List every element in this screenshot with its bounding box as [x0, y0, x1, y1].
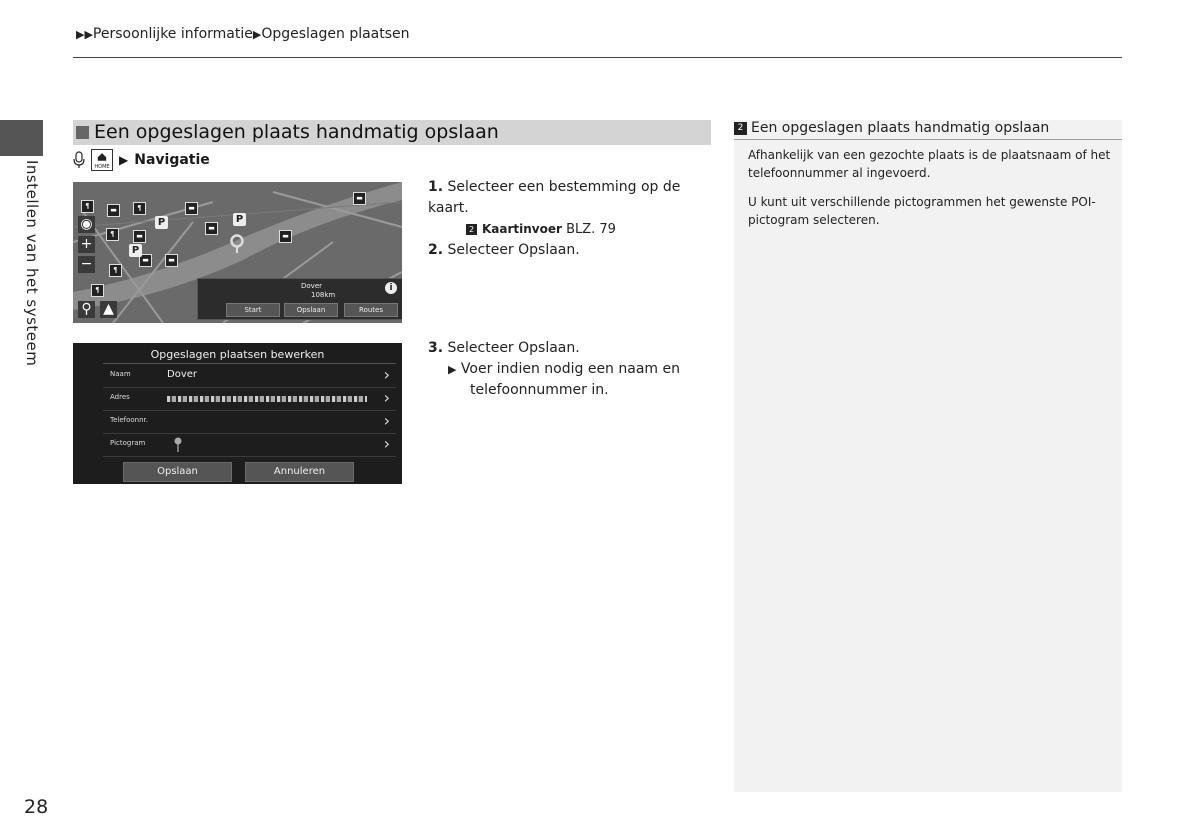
- step-2: [428, 240, 718, 261]
- step-1: [428, 177, 718, 219]
- zoom-out-button[interactable]: −: [78, 256, 95, 273]
- step-text: Selecteer een bestemming op de kaart.: [428, 179, 681, 216]
- restaurant-icon: ¶: [109, 264, 122, 277]
- step-text-end: .: [575, 242, 580, 258]
- steps-group-1: [428, 177, 718, 261]
- steps-group-2: [428, 338, 718, 401]
- row-label: Adres: [110, 393, 130, 401]
- row-label: Pictogram: [110, 439, 146, 447]
- shop-icon: ▬: [139, 254, 152, 267]
- edit-saved-place-dialog: [73, 343, 402, 484]
- sub-text-line1: Voer indien nodig een naam en: [460, 361, 680, 377]
- compass-icon[interactable]: ◉: [78, 216, 95, 233]
- icon-row[interactable]: [103, 434, 396, 457]
- chevron-right-icon: ›: [383, 365, 390, 384]
- info-button[interactable]: i: [385, 282, 397, 294]
- map-screenshot: [73, 182, 402, 323]
- section-title: Een opgeslagen plaats handmatig opslaan: [94, 121, 499, 143]
- step-3: [428, 338, 718, 359]
- nav-arrow-icon: ▶: [119, 153, 129, 167]
- sub-arrow-icon: ▶: [448, 363, 457, 376]
- home-label: HOME: [94, 164, 110, 170]
- section-header: [73, 120, 711, 145]
- hotel-icon: ▬: [353, 192, 366, 205]
- start-button[interactable]: Start: [226, 303, 280, 317]
- reference-icon: 2: [466, 224, 477, 235]
- hotel-icon: ▬: [279, 230, 292, 243]
- breadcrumb-arrows: ▶▶: [76, 28, 93, 41]
- routes-button[interactable]: Routes: [344, 303, 398, 317]
- nav-target: Navigatie: [134, 152, 210, 168]
- location-pin-icon: [229, 234, 245, 254]
- note-header: [734, 120, 1122, 140]
- breadcrumb: [76, 26, 410, 42]
- home-button-icon: [91, 149, 113, 171]
- nav-path: [73, 149, 210, 171]
- restaurant-icon: ¶: [91, 284, 104, 297]
- step-number: 1.: [428, 179, 444, 195]
- save-button[interactable]: Opslaan: [284, 303, 338, 317]
- parking-icon: P: [129, 244, 142, 257]
- chevron-right-icon: ›: [383, 434, 390, 453]
- hotel-icon: ▬: [205, 222, 218, 235]
- note-paragraph-2: U kunt uit verschillende pictogrammen het gewenste POI-pictogram selecteren.: [748, 195, 1096, 227]
- address-row[interactable]: [103, 388, 396, 411]
- step-text-end: .: [575, 340, 580, 356]
- row-label: Naam: [110, 370, 131, 378]
- parking-icon: P: [155, 216, 168, 229]
- note-title: Een opgeslagen plaats handmatig opslaan: [751, 120, 1050, 136]
- name-row[interactable]: [103, 365, 396, 388]
- step-text: Selecteer: [447, 340, 519, 356]
- chapter-tab: [0, 120, 43, 156]
- restaurant-icon: ¶: [106, 228, 119, 241]
- dialog-title: Opgeslagen plaatsen bewerken: [150, 348, 325, 361]
- step-number: 3.: [428, 340, 444, 356]
- hotel-icon: ▬: [133, 230, 146, 243]
- ref-title: Kaartinvoer: [482, 222, 562, 236]
- parking-icon: P: [233, 213, 246, 226]
- destination-name: Dover: [301, 282, 322, 290]
- sub-step: [428, 359, 718, 380]
- reference-icon: 2: [734, 122, 747, 135]
- breadcrumb-sep: ▶: [252, 28, 262, 41]
- ui-term: Opslaan: [518, 340, 576, 356]
- chapter-label: Instellen van het systeem: [23, 160, 41, 367]
- restaurant-icon: ¶: [81, 200, 94, 213]
- chevron-right-icon: ›: [383, 411, 390, 430]
- phone-row[interactable]: [103, 411, 396, 434]
- current-position-icon[interactable]: ▲: [100, 301, 117, 318]
- cross-reference[interactable]: [428, 219, 718, 240]
- breadcrumb-part1[interactable]: Persoonlijke informatie: [92, 26, 253, 42]
- sub-text-line2: telefoonnummer in.: [470, 382, 609, 398]
- hotel-icon: ▬: [165, 254, 178, 267]
- step-text: Selecteer: [447, 242, 519, 258]
- chevron-right-icon: ›: [383, 388, 390, 407]
- header-rule: [73, 57, 1122, 58]
- page-number: 28: [24, 796, 49, 818]
- ref-page: BLZ. 79: [566, 222, 616, 237]
- step-number: 2.: [428, 242, 444, 258]
- voice-command-icon: [73, 151, 85, 169]
- pin-icon: [174, 437, 182, 453]
- blurred-address: [167, 396, 367, 402]
- ui-term: Opslaan: [518, 242, 576, 258]
- destination-distance: 108km: [311, 291, 336, 299]
- search-icon[interactable]: ⚲: [78, 301, 95, 318]
- zoom-in-button[interactable]: +: [78, 236, 95, 253]
- dialog-save-button[interactable]: Opslaan: [123, 462, 232, 482]
- notes-sidebar: [734, 120, 1122, 792]
- row-label: Telefoonnr.: [110, 416, 149, 424]
- dialog-divider: [103, 363, 396, 364]
- dialog-cancel-button[interactable]: Annuleren: [245, 462, 354, 482]
- note-paragraph-1: Afhankelijk van een gezochte plaats is de plaatsnaam of het telefoonnummer al ingevoerd.: [748, 148, 1111, 180]
- hotel-icon: ▬: [185, 202, 198, 215]
- breadcrumb-part2[interactable]: Opgeslagen plaatsen: [261, 26, 410, 42]
- section-square-icon: [76, 126, 89, 139]
- hotel-icon: ▬: [107, 204, 120, 217]
- restaurant-icon: ¶: [133, 202, 146, 215]
- destination-info-bar: [197, 278, 402, 320]
- row-value: Dover: [167, 369, 197, 380]
